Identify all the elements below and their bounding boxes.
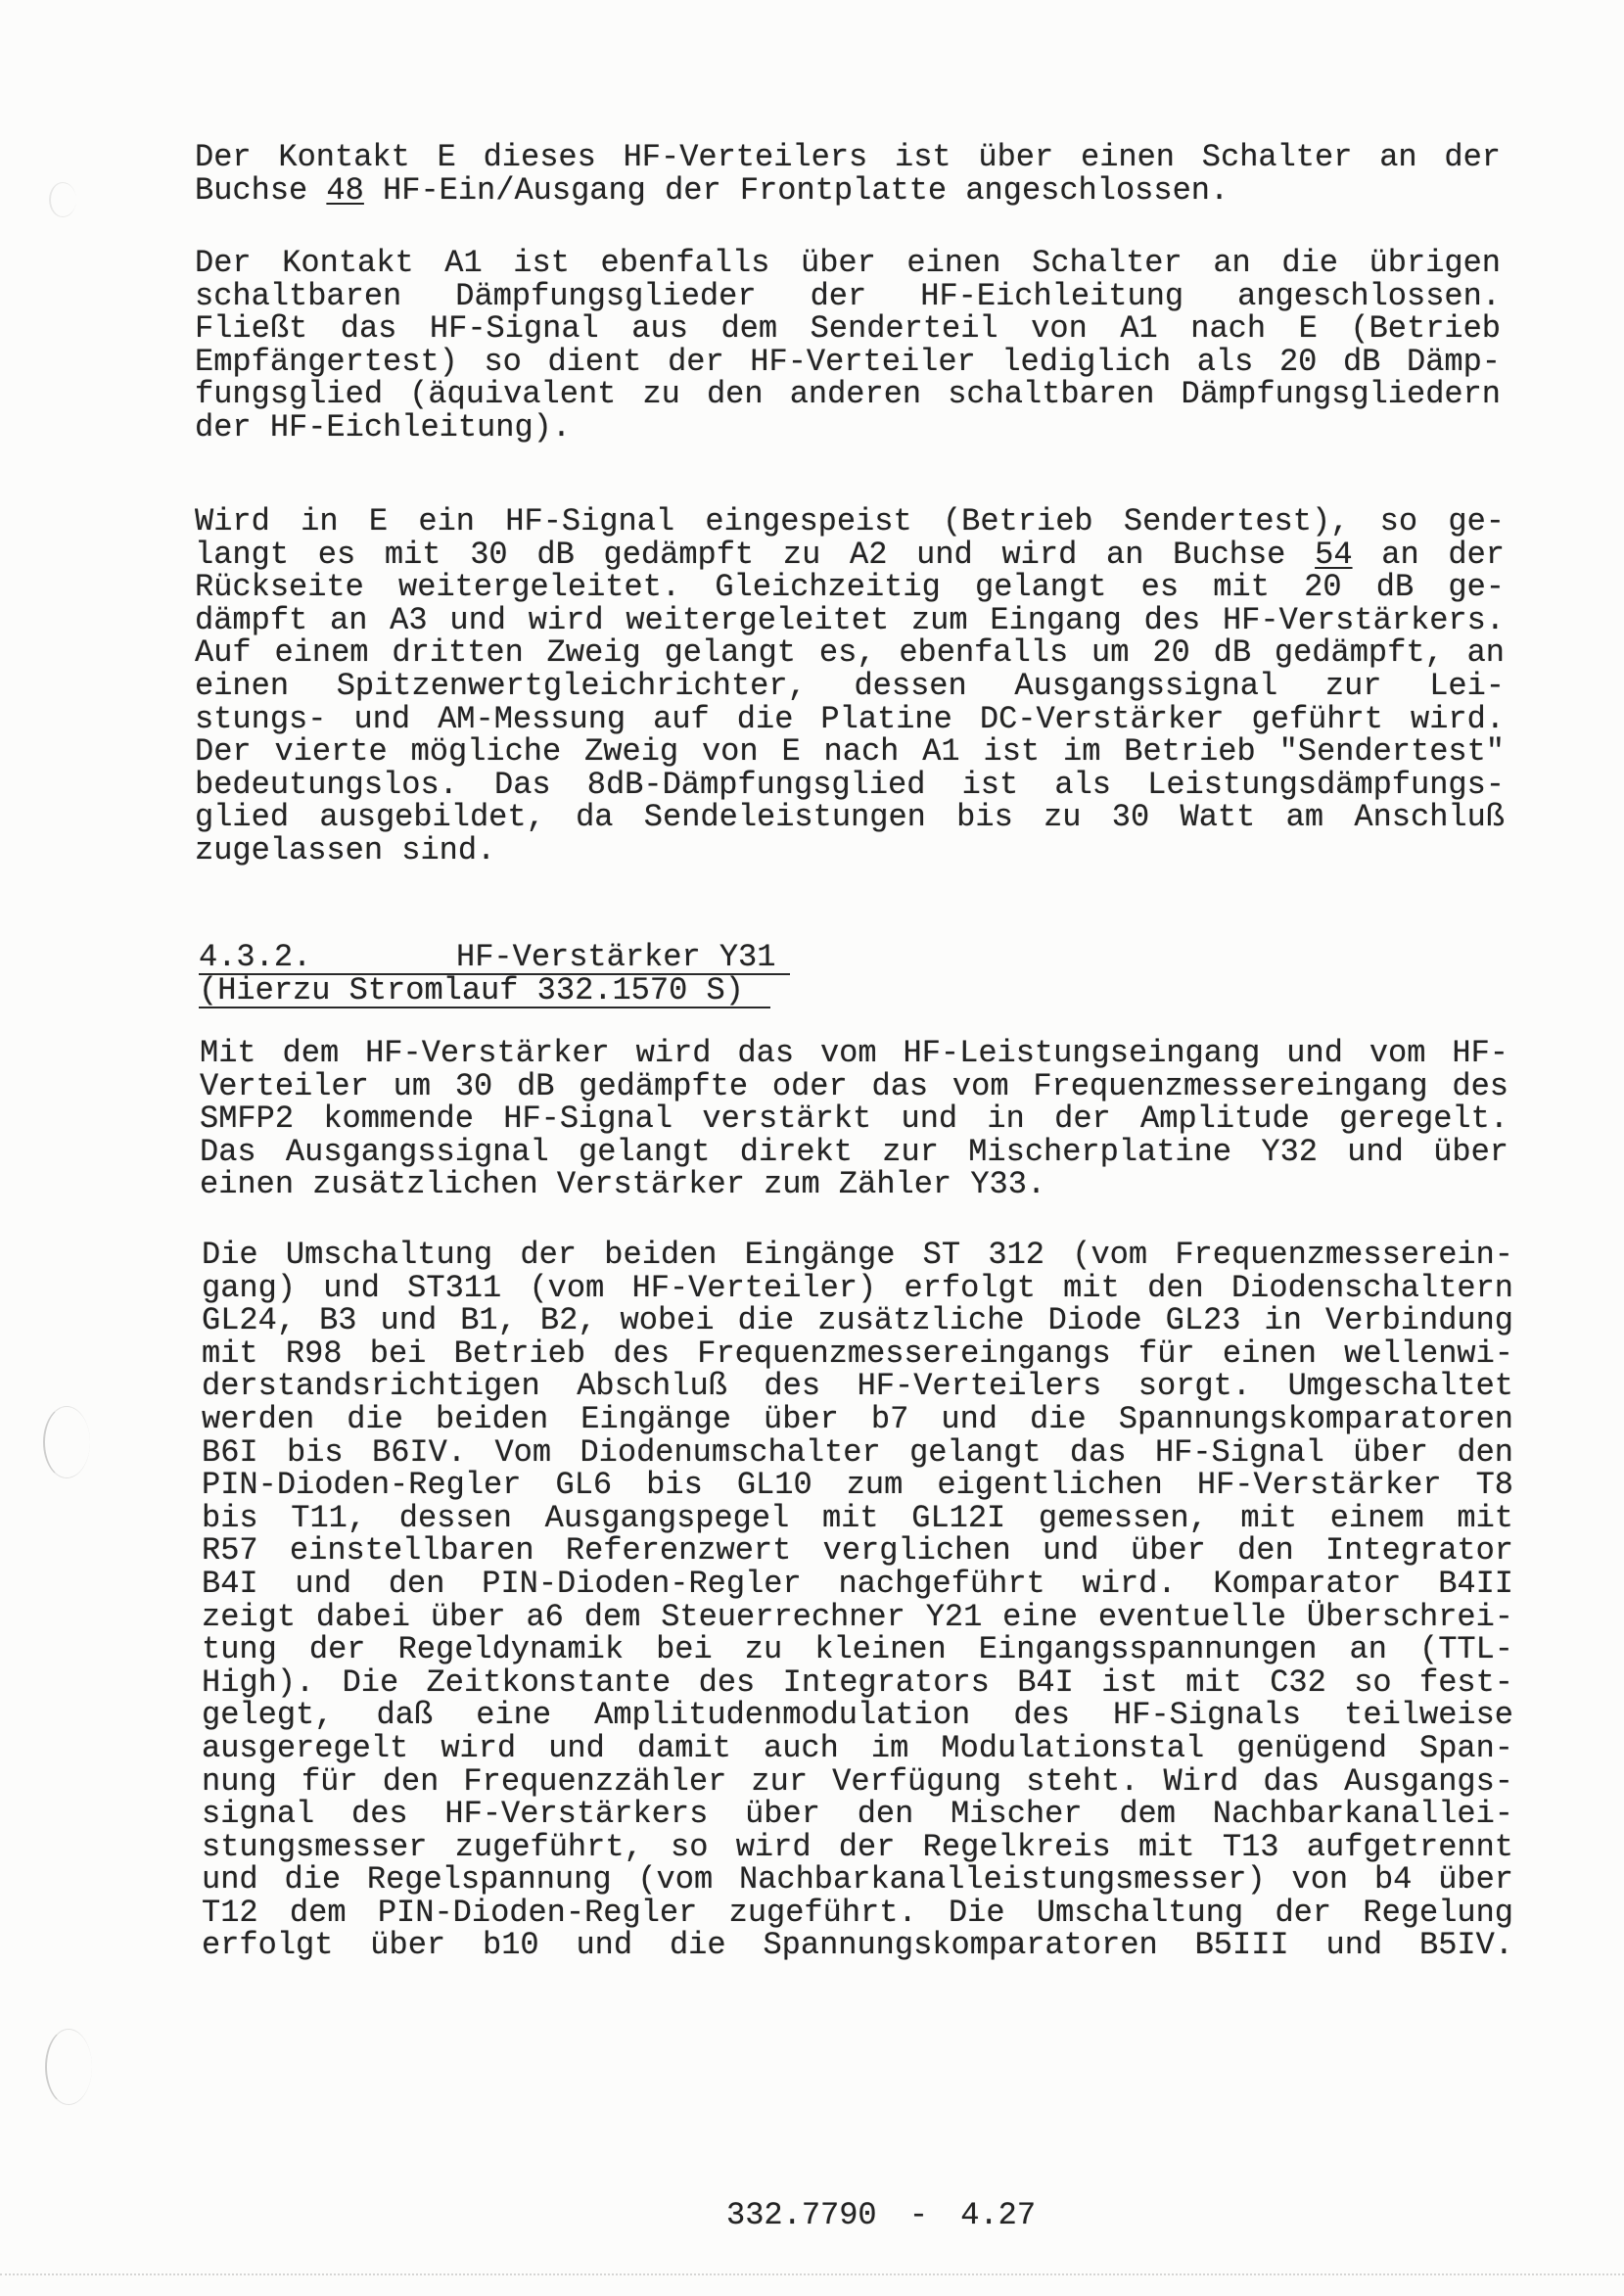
punch-hole-mark [43,1406,90,1478]
text-line: GL24, B3 und B1, B2, wobei die zusätzliche Diode GL23 in Verbindung [202,1302,1513,1339]
underlined-reference: 48 [326,171,364,209]
text-line: Der Kontakt A1 ist ebenfalls über einen Schalter an die übrigen [195,245,1501,281]
scan-edge-line [0,2273,1624,2275]
text-line: dämpft an A3 und wird weitergeleitet zum Eingang des HF-Verstärkers. [195,601,1505,638]
text-line: fungsglied (äquivalent zu den anderen schaltbaren Dämpfungsgliedern [195,376,1501,413]
text-line: nung für den Frequenzzähler zur Verfügung steht. Wird das Ausgangs- [202,1762,1513,1800]
text-segment: langt es mit 30 dB gedämpft zu A2 und wird an Buchse [195,536,1316,573]
text-line: mit R98 bei Betrieb des Frequenzmessereingangs für einen wellenwi- [202,1335,1513,1372]
section-number: 4.3.2. [199,939,312,975]
paragraph-contact-e [195,141,1501,207]
text-line: Verteiler um 30 dB gedämpfte oder das vom Frequenzmessereingang des [200,1067,1508,1104]
text-line [195,171,1501,209]
punch-hole-mark [45,2029,92,2105]
text-line: schaltbaren Dämpfungsglieder der HF-Eichleitung angeschlossen. [195,277,1501,314]
text-line: Rückseite weitergeleitet. Gleichzeitig gelangt es mit 20 dB ge- [195,569,1505,606]
text-line: Fließt das HF-Signal aus dem Senderteil von A1 nach E (Betrieb [195,310,1501,348]
text-line: PIN-Dioden-Regler GL6 bis GL10 zum eigentlichen HF-Verstärker T8 [202,1467,1513,1504]
text-line: einen zusätzlichen Verstärker zum Zähler Y33. [200,1166,1046,1203]
paragraph-sender-test [195,505,1505,867]
underlined-reference: 54 [1315,536,1353,573]
paragraph-amplifier-intro [200,1037,1508,1201]
text-line: Die Umschaltung der beiden Eingänge ST 312 (vom Frequenzmesserein- [202,1237,1513,1273]
paragraph-contact-a1 [195,247,1501,445]
text-line: stungsmesser zugeführt, so wird der Regelkreis mit T13 aufgetrennt [202,1828,1513,1865]
text-line: Wird in E ein HF-Signal eingespeist (Betrieb Sendertest), so ge- [195,503,1505,539]
text-line: signal des HF-Verstärkers über den Mischer dem Nachbarkanallei- [202,1796,1513,1833]
text-line: gang) und ST311 (vom HF-Verteiler) erfolgt mit den Diodenschaltern [202,1269,1513,1306]
text-line: bedeutungslos. Das 8dB-Dämpfungsglied ist als Leistungsdämpfungs- [195,766,1505,803]
text-line: Das Ausgangssignal gelangt direkt zur Mischerplatine Y32 und über [200,1133,1508,1170]
text-line: gelegt, daß eine Amplitudenmodulation des HF-Signals teilweise [202,1697,1513,1734]
text-line: zugelassen sind. [195,831,496,868]
section-title-line [199,939,790,975]
text-line: und die Regelspannung (vom Nachbarkanalleistungsmesser) von b4 über [202,1861,1513,1898]
text-segment: an der [1352,536,1506,573]
paragraph-input-switching [202,1239,1513,1962]
text-line: R57 einstellbaren Referenzwert verglichen und über den Integrator [202,1532,1513,1570]
text-line: der HF-Eichleitung). [195,408,572,445]
text-line: Mit dem HF-Verstärker wird das vom HF-Leistungseingang und vom HF- [200,1035,1508,1071]
punch-hole-mark [49,182,76,217]
text-line: B4I und den PIN-Dioden-Regler nachgeführt wird. Komparator B4II [202,1565,1513,1602]
text-line: werden die beiden Eingänge über b7 und die Spannungskomparatoren [202,1400,1513,1437]
text-line: Empfängertest) so dient der HF-Verteiler lediglich als 20 dB Dämp- [195,343,1501,380]
text-line: stungs- und AM-Messung auf die Platine DC-Verstärker geführt wird. [195,700,1505,737]
text-line: B6I bis B6IV. Vom Diodenumschalter gelangt das HF-Signal über den [202,1433,1513,1471]
text-segment: HF-Ein/Ausgang der Frontplatte angeschlossen. [363,171,1230,209]
text-line: ausgeregelt wird und damit auch im Modulationstal genügend Span- [202,1729,1513,1766]
text-line: derstandsrichtigen Abschluß des HF-Verteilers sorgt. Umgeschaltet [202,1368,1513,1405]
text-line: Der vierte mögliche Zweig von E nach A1 ist im Betrieb "Sendertest" [195,733,1505,771]
text-line: SMFP2 kommende HF-Signal verstärkt und in der Amplitude geregelt. [200,1101,1508,1138]
text-line: tung der Regeldynamik bei zu kleinen Eingangsspannungen an (TTL- [202,1631,1513,1668]
text-line: zeigt dabei über a6 dem Steuerrechner Y21 eine eventuelle Überschrei- [202,1598,1513,1635]
text-line: T12 dem PIN-Dioden-Regler zugeführt. Die Umschaltung der Regelung [202,1894,1513,1931]
text-line: glied ausgebildet, da Sendeleistungen bis zu 30 Watt am Anschluß [195,799,1505,836]
text-line [195,536,1506,573]
section-title: HF-Verstärker Y31 [456,939,776,975]
text-line: bis T11, dessen Ausgangspegel mit GL12I gemessen, mit einem mit [202,1499,1513,1536]
text-segment: Buchse [195,171,327,209]
text-line: High). Die Zeitkonstante des Integrators B4I ist mit C32 so fest- [202,1663,1513,1701]
text-line: einen Spitzenwertgleichrichter, dessen Ausgangssignal zur Lei- [195,667,1505,704]
text-line: Auf einem dritten Zweig gelangt es, ebenfalls um 20 dB gedämpft, an [195,634,1505,672]
text-line: Der Kontakt E dieses HF-Verteilers ist über einen Schalter an der [195,139,1501,175]
page-footer-reference: 332.7790 - 4.27 [726,2197,1037,2233]
section-reference-line: (Hierzu Stromlauf 332.1570 S) [199,975,770,1008]
section-heading [199,939,790,1008]
text-line: erfolgt über b10 und die Spannungskomparatoren B5III und B5IV. [202,1927,1513,1964]
